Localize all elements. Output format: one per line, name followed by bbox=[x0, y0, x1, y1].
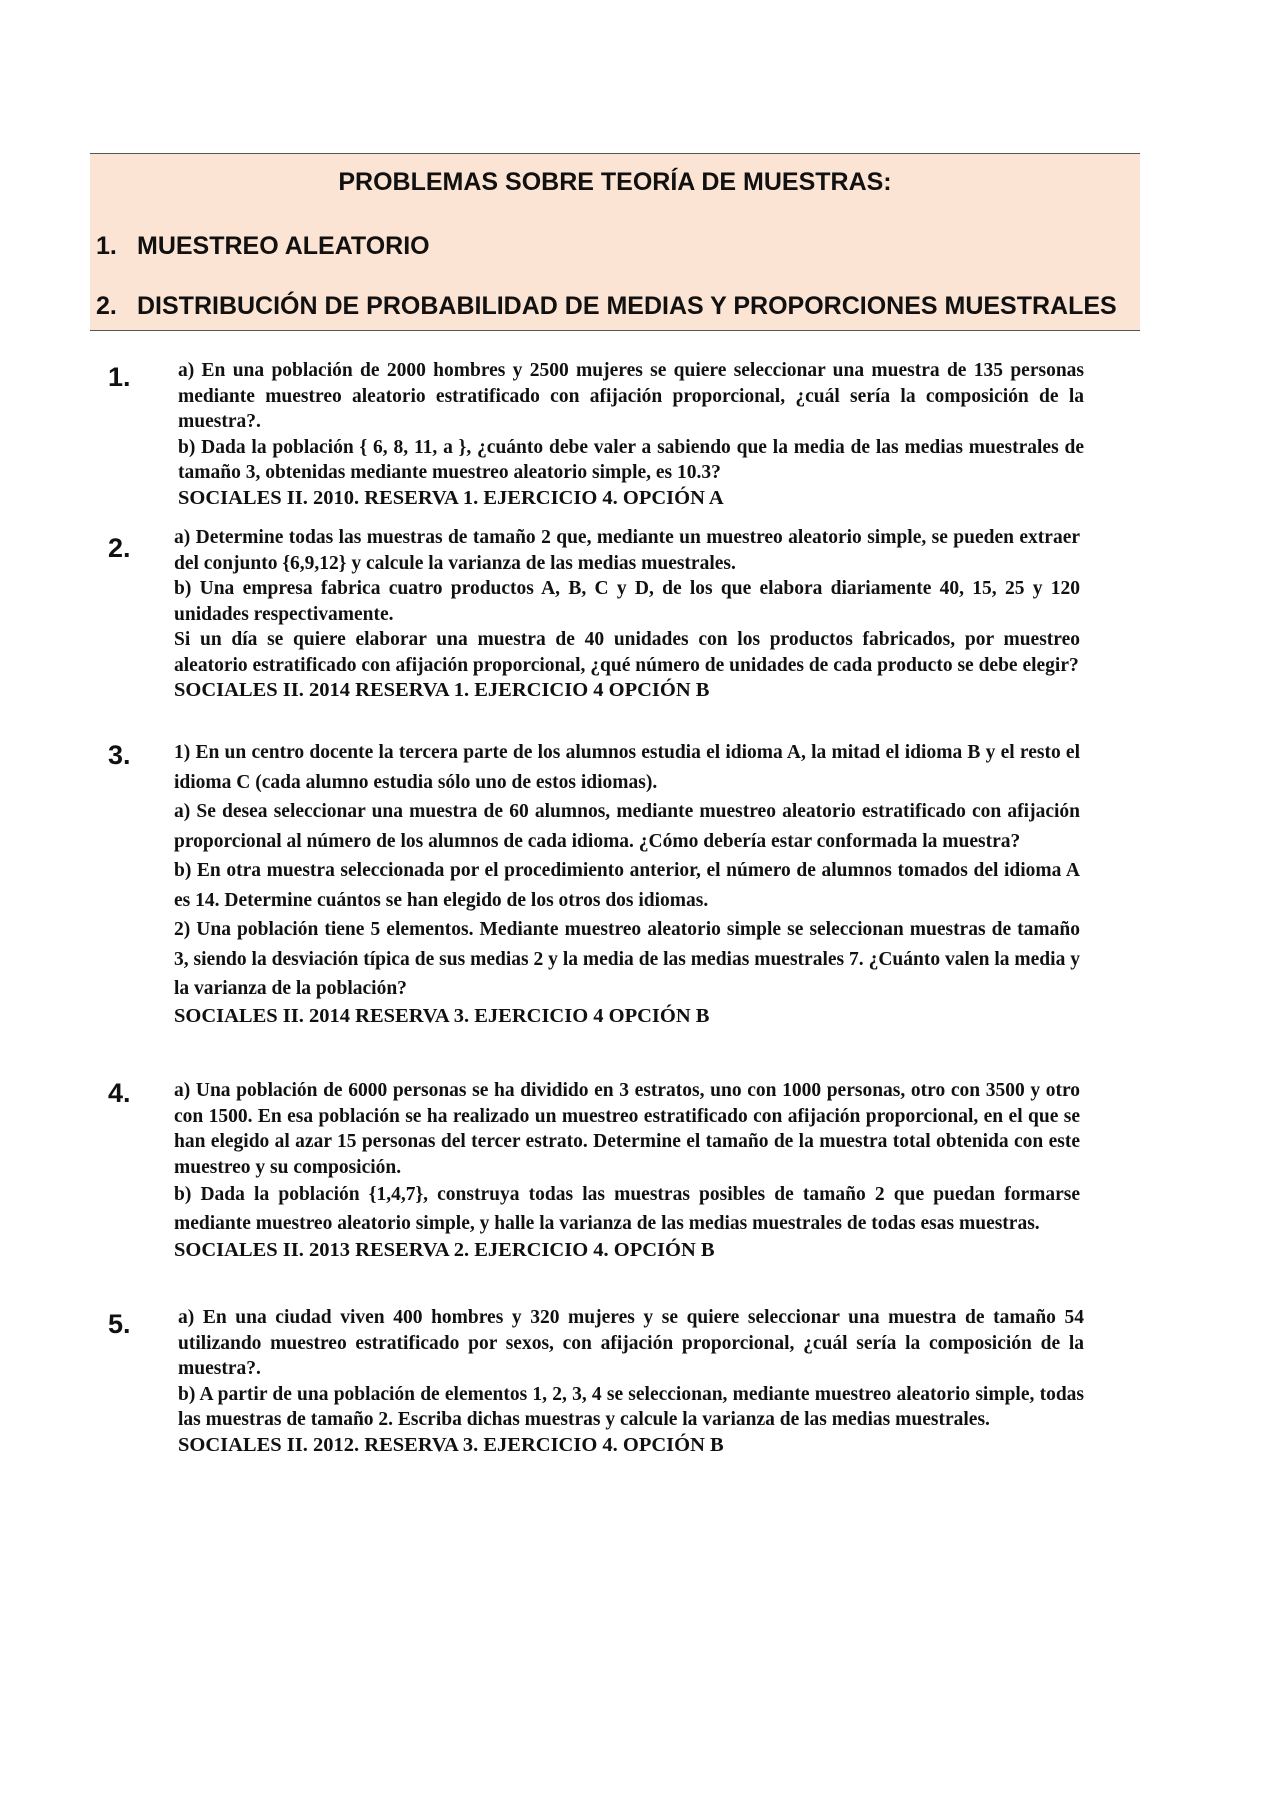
problem-reference: SOCIALES II. 2014 RESERVA 1. EJERCICIO 4 OPCIÓN B bbox=[174, 679, 710, 701]
problem-reference: SOCIALES II. 2014 RESERVA 3. EJERCICIO 4 OPCIÓN B bbox=[174, 1004, 710, 1027]
problem-reference: SOCIALES II. 2013 RESERVA 2. EJERCICIO 4. OPCIÓN B bbox=[174, 1239, 715, 1261]
problem-number: 4. bbox=[108, 1078, 131, 1108]
problem-paragraph: a) Una población de 6000 personas se ha dividido en 3 estratos, uno con 1000 personas, otro con 3500 y otro con 1500. En esa población se ha realizado un muestreo estratificado con afijación proporcional, en el que se han elegido al azar 15 personas del tercer estrato. Determine el tamaño de la muestra total obtenida con este muestreo y su composición. bbox=[174, 1080, 1080, 1178]
problem-paragraph: 1) En un centro docente la tercera parte de los alumnos estudia el idioma A, la mitad el idioma B y el resto el idioma C (cada alumno estudia sólo uno de estos idiomas). bbox=[174, 742, 1080, 793]
problem-number: 2. bbox=[108, 533, 131, 563]
problem-paragraph: a) En una población de 2000 hombres y 2500 mujeres se quiere seleccionar una muestra de 135 personas mediante muestreo aleatorio estratificado con afijación proporcional, ¿cuál sería la composición de la muestra?. bbox=[178, 360, 1084, 432]
problem-paragraph: b) Dada la población { 6, 8, 11, a }, ¿cuánto debe valer a sabiendo que la media de las medias muestrales de tamaño 3, obtenidas mediante muestreo aleatorio simple, es 10.3? bbox=[178, 436, 1084, 483]
problem-body bbox=[178, 1305, 1084, 1458]
problem-paragraph: b) Dada la población {1,4,7}, construya todas las muestras posibles de tamaño 2 que puedan formarse mediante muestreo aleatorio simple, y halle la varianza de las medias muestrales de todas esas muestras. bbox=[174, 1184, 1080, 1234]
problem-paragraph: a) Se desea seleccionar una muestra de 60 alumnos, mediante muestreo aleatorio estratificado con afijación proporcional al número de los alumnos de cada idioma. ¿Cómo debería estar conformada la muestra? bbox=[174, 801, 1080, 852]
problem-paragraph: b) A partir de una población de elementos 1, 2, 3, 4 se seleccionan, mediante muestreo aleatorio simple, todas las muestras de tamaño 2. Escriba dichas muestras y calcule la varianza de las medias muestrales. bbox=[178, 1383, 1084, 1430]
problem-number: 5. bbox=[108, 1309, 131, 1339]
problem-number: 1. bbox=[108, 362, 131, 392]
problem-body bbox=[178, 358, 1084, 511]
problem-paragraph: a) En una ciudad viven 400 hombres y 320 mujeres y se quiere seleccionar una muestra de tamaño 54 utilizando muestreo estratificado por sexos, con afijación proporcional, ¿cuál sería la composición de la muestra?. bbox=[178, 1307, 1084, 1379]
header-item-number: 1. bbox=[96, 232, 117, 260]
problem-reference: SOCIALES II. 2010. RESERVA 1. EJERCICIO 4. OPCIÓN A bbox=[178, 486, 724, 509]
header-item-1 bbox=[96, 232, 430, 261]
header-item-number: 2. bbox=[96, 292, 117, 320]
problem-paragraph: Si un día se quiere elaborar una muestra de 40 unidades con los productos fabricados, por muestreo aleatorio estratificado con afijación proporcional, ¿qué número de unidades de cada producto se debe elegir? bbox=[174, 629, 1080, 676]
header-item-text: MUESTREO ALEATORIO bbox=[137, 232, 430, 260]
problem-paragraph: b) Una empresa fabrica cuatro productos A, B, C y D, de los que elabora diariamente 40, 15, 25 y 120 unidades respectivamente. bbox=[174, 578, 1080, 625]
problem-reference: SOCIALES II. 2012. RESERVA 3. EJERCICIO 4. OPCIÓN B bbox=[178, 1433, 724, 1456]
header-item-text: DISTRIBUCIÓN DE PROBABILIDAD DE MEDIAS Y PROPORCIONES MUESTRALES bbox=[137, 292, 1117, 320]
problem-paragraph: a) Determine todas las muestras de tamaño 2 que, mediante un muestreo aleatorio simple, se pueden extraer del conjunto {6,9,12} y calcule la varianza de las medias muestrales. bbox=[174, 527, 1080, 574]
problem-body bbox=[174, 525, 1080, 704]
problem-paragraph: 2) Una población tiene 5 elementos. Mediante muestreo aleatorio simple se seleccionan muestras de tamaño 3, siendo la desviación típica de sus medias 2 y la media de las medias muestrales 7. ¿Cuánto valen la media y la varianza de la población? bbox=[174, 919, 1080, 999]
header-item-2 bbox=[96, 292, 1117, 321]
page-title: PROBLEMAS SOBRE TEORÍA DE MUESTRAS: bbox=[338, 168, 892, 196]
problem-body bbox=[174, 738, 1080, 1028]
header-box bbox=[90, 153, 1140, 331]
problem-body bbox=[174, 1078, 1080, 1264]
problem-paragraph: b) En otra muestra seleccionada por el procedimiento anterior, el número de alumnos tomados del idioma A es 14. Determine cuántos se han elegido de los otros dos idiomas. bbox=[174, 860, 1080, 911]
problem-number: 3. bbox=[108, 740, 131, 770]
